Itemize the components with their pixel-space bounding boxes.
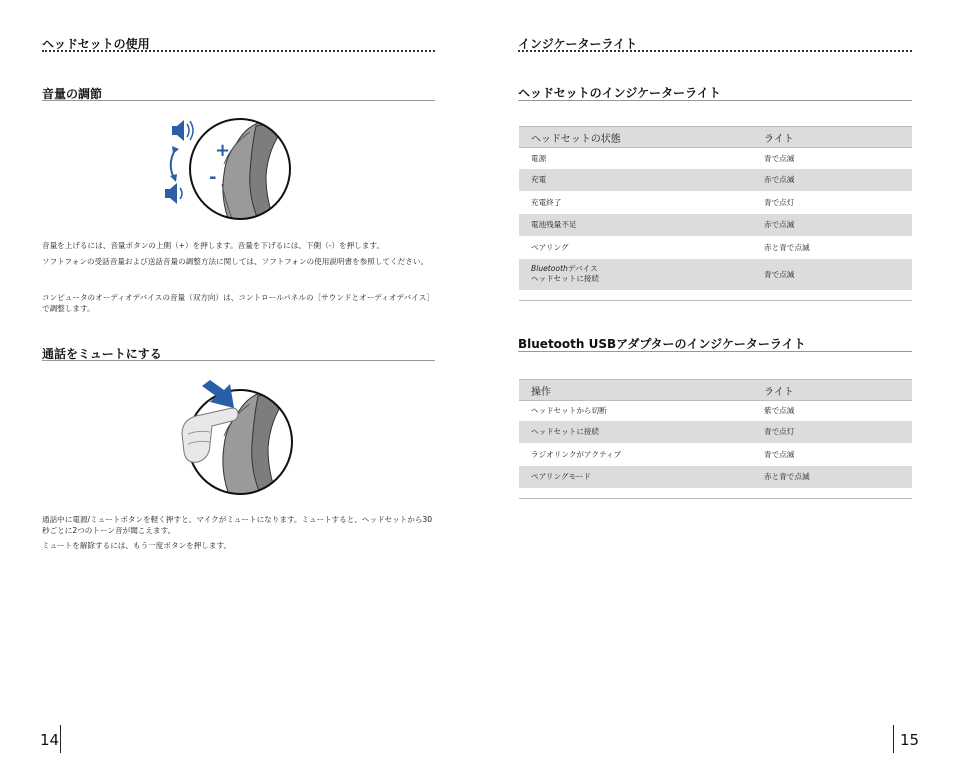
state-cell: ヘッドセットに接続: [519, 421, 752, 443]
table-row: [519, 443, 912, 466]
light-cell: 青で点滅: [764, 449, 795, 459]
light-cell: 赤で点滅: [752, 214, 912, 236]
state-cell: 電池残量不足: [519, 214, 752, 236]
light-cell: 赤と青で点滅: [752, 466, 912, 488]
table-row: [519, 236, 912, 259]
state-rest: デバイス: [567, 264, 598, 273]
light-cell: 赤で点滅: [752, 169, 912, 191]
volume-paragraph-2: ソフトフォンの受話音量および送話音量の調整方法に関しては、ソフトフォンの使用説明書を参照してください。: [42, 257, 429, 266]
mute-paragraph-2: ミュートを解除するには、もう一度ボタンを押します。: [42, 541, 232, 550]
table-row: [519, 148, 912, 169]
table-row: [519, 401, 912, 421]
right-section-heading: インジケーターライト: [518, 37, 638, 51]
state-line2: ヘッドセットに接続: [531, 274, 600, 283]
press-arrow-icon: [202, 380, 234, 408]
light-cell: 青で点灯: [764, 197, 795, 207]
table-header-row: [519, 127, 912, 148]
mute-title: 通話をミュートにする: [42, 347, 162, 361]
left-page-number: 14: [40, 731, 60, 749]
table-spacer-row: [519, 488, 912, 499]
state-cell: [519, 259, 752, 290]
table-row: [519, 169, 912, 191]
headset-lights-title: ヘッドセットのインジケーターライト: [518, 86, 721, 100]
bluetooth-term: Bluetooth: [531, 264, 568, 273]
table-row: [519, 259, 912, 290]
state-cell: 充電: [519, 169, 752, 191]
column-header-operation: 操作: [519, 380, 752, 401]
column-header-light: ライト: [752, 127, 912, 148]
right-page-number-bar: [893, 725, 894, 753]
volume-illustration: [160, 114, 295, 222]
light-cell: 赤と青で点滅: [764, 242, 810, 252]
volume-paragraph-1: 音量を上げるには、音量ボタンの上側（+）を押します。音量を下げるには、下側（-）を押します。: [42, 241, 385, 250]
state-cell: 電源: [531, 153, 547, 163]
minus-label: -: [209, 167, 217, 188]
light-cell: 紫で点滅: [764, 406, 795, 416]
table-row: [519, 191, 912, 214]
table-row: [519, 466, 912, 488]
volume-down-icon: [165, 183, 182, 204]
light-cell: 青で点滅: [752, 259, 912, 290]
table-row: [519, 421, 912, 443]
table-spacer-row: [519, 290, 912, 301]
left-page-number-bar: [60, 725, 61, 753]
state-cell: ラジオリンクがアクティブ: [531, 449, 622, 459]
headset-earcup-graphic: [222, 122, 284, 222]
state-cell: ペアリングモード: [519, 466, 752, 488]
headset-lights-title-rule: [518, 100, 912, 101]
mute-illustration: [180, 376, 300, 498]
adapter-lights-title-rule: [518, 351, 912, 352]
mute-paragraph-1: 通話中に電源/ミュートボタンを軽く押すと、マイクがミュートになります。ミュートすると、ヘッドセットから30秒ごとに2つのトーン音が聞こえます。: [42, 515, 433, 535]
table-header-row: [519, 380, 912, 401]
left-heading-dotted-rule: [42, 50, 435, 52]
adapter-lights-title: Bluetooth USBアダプターのインジケーターライト: [518, 337, 806, 351]
plus-label: +: [215, 140, 231, 161]
column-header-light: ライト: [752, 380, 912, 401]
light-cell: 青で点灯: [752, 421, 912, 443]
light-cell: 青で点滅: [764, 153, 795, 163]
adapter-lights-table: [519, 379, 912, 499]
volume-paragraph-3: コンピュータのオーディオデバイスの音量（双方向）は、コントロールパネルの［サウンドとオーディオデバイス］で調整します。: [42, 293, 434, 313]
mute-title-rule: [42, 360, 435, 361]
left-section-heading: ヘッドセットの使用: [42, 37, 150, 51]
volume-title-rule: [42, 100, 435, 101]
state-cell: ペアリング: [531, 242, 569, 252]
right-heading-dotted-rule: [518, 50, 912, 52]
headset-lights-table: [519, 126, 912, 301]
adjust-arrow-icon: [170, 146, 179, 182]
volume-title: 音量の調節: [42, 87, 103, 101]
table-row: [519, 214, 912, 236]
right-page-number: 15: [900, 731, 920, 749]
volume-up-icon: [172, 120, 193, 141]
state-cell: ヘッドセットから切断: [531, 406, 607, 416]
column-header-state: ヘッドセットの状態: [519, 127, 752, 148]
state-cell: 充電終了: [531, 197, 562, 207]
